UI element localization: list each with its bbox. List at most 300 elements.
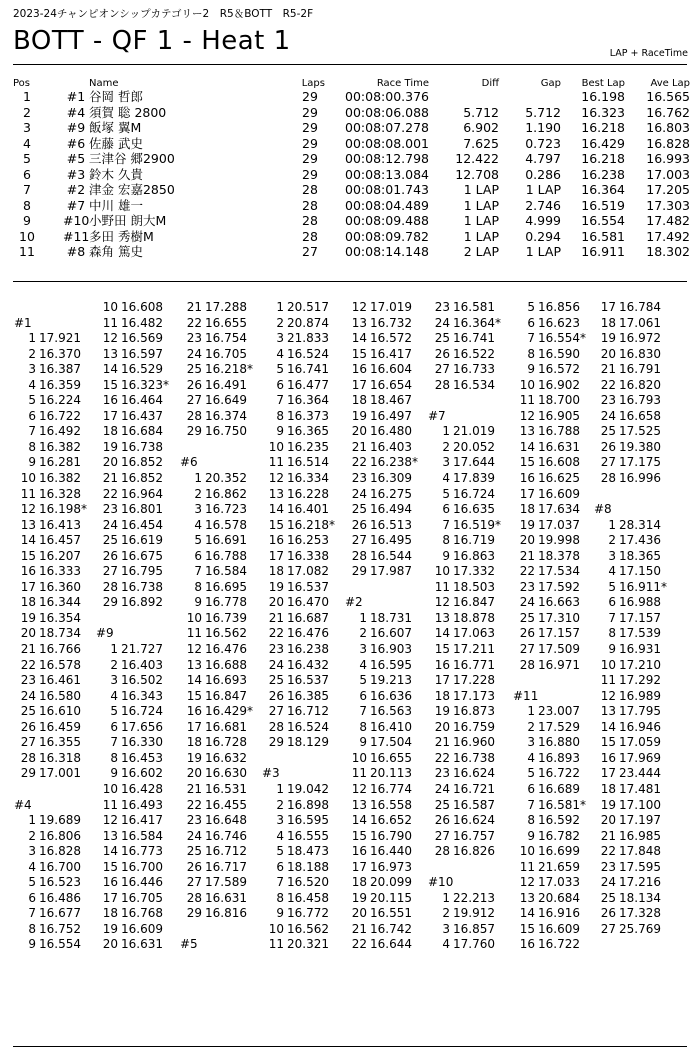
lap-entry	[14, 937, 87, 953]
lap-time: 16.790	[370, 828, 412, 843]
lap-entry	[513, 720, 586, 736]
lap-number: 24	[519, 595, 535, 610]
lap-number: 26	[434, 813, 450, 828]
lap-time: 16.693	[205, 673, 247, 688]
lap-entry	[262, 471, 335, 487]
lap-number: 1	[276, 300, 284, 314]
lap-entry	[96, 813, 169, 829]
lap-entry	[513, 502, 586, 518]
lap-spacer	[14, 782, 87, 798]
lap-entry	[14, 813, 87, 829]
lap-number: 17	[102, 408, 118, 423]
lap-time: 16.847	[205, 688, 247, 703]
lap-number: 2	[28, 828, 36, 843]
lap-time: 16.862	[205, 486, 247, 501]
lap-entry	[14, 549, 87, 565]
lap-number: 15	[519, 455, 535, 470]
lap-entry	[345, 487, 418, 503]
lap-time: 21.019	[453, 424, 495, 439]
lap-number: 21	[186, 300, 202, 314]
lap-time: 16.728	[205, 735, 247, 750]
lap-number: 2	[359, 626, 367, 641]
lap-entry	[594, 580, 667, 596]
lap-time: 16.898	[287, 797, 329, 812]
result-gap: 0.294	[525, 228, 561, 244]
lap-time: 16.631	[538, 439, 580, 454]
lap-entry	[345, 300, 418, 316]
lap-number: 11	[268, 455, 284, 470]
lap-number: 22	[186, 315, 202, 330]
lap-number: 27	[600, 921, 616, 936]
lap-entry	[180, 720, 253, 736]
lap-number: 3	[276, 331, 284, 346]
lap-entry	[345, 766, 418, 782]
lap-time: 16.554*	[538, 331, 586, 346]
lap-time: 16.529	[121, 362, 163, 377]
result-ave-lap: 16.993	[646, 151, 690, 166]
lap-number: 14	[268, 502, 284, 517]
lap-time: 16.497	[370, 408, 412, 423]
lap-time: 16.793	[619, 393, 661, 408]
lap-entry	[428, 829, 501, 845]
lap-time: 16.847	[453, 595, 495, 610]
lap-time: 16.721	[453, 781, 495, 796]
lap-number: 18	[600, 315, 616, 330]
lap-entry	[513, 798, 586, 814]
lap-entry	[513, 813, 586, 829]
lap-spacer	[428, 393, 501, 409]
lap-number: 1	[442, 890, 450, 905]
lap-entry	[96, 658, 169, 674]
result-diff: 12.422	[455, 151, 499, 166]
lap-time: 16.494	[370, 502, 412, 517]
lap-entry	[262, 891, 335, 907]
lap-number: 13	[102, 828, 118, 843]
result-row	[13, 136, 690, 152]
lap-number: 22	[351, 455, 367, 470]
lap-entry	[96, 502, 169, 518]
lap-number: 21	[268, 610, 284, 625]
lap-time: 16.892	[121, 595, 163, 610]
lap-time: 16.816	[205, 906, 247, 921]
lap-number: 15	[20, 548, 36, 563]
lap-number: 22	[20, 657, 36, 672]
result-race-time: 00:08:09.782	[345, 228, 429, 244]
lap-driver-header: #7	[428, 408, 446, 423]
lap-entry	[96, 673, 169, 689]
result-gap: 1 LAP	[525, 182, 561, 197]
result-car-number: #3	[66, 166, 86, 182]
lap-number: 10	[268, 921, 284, 936]
lap-time: 16.689	[538, 781, 580, 796]
lap-entry	[594, 673, 667, 689]
lap-entry	[180, 844, 253, 860]
lap-entry	[180, 424, 253, 440]
result-laps: 29	[302, 151, 318, 166]
page-title: BOTT - QF 1 - Heat 1	[13, 26, 291, 56]
lap-entry	[513, 564, 586, 580]
lap-entry	[180, 626, 253, 642]
lap-entry	[96, 642, 169, 658]
lap-time: 16.971	[538, 657, 580, 672]
lap-number: 2	[110, 657, 118, 672]
lap-time: 19.213	[370, 673, 412, 688]
lap-number: 9	[527, 828, 535, 843]
lap-time: 16.224	[39, 393, 81, 408]
lap-entry	[345, 378, 418, 394]
lap-time: 18.378	[538, 548, 580, 563]
col-header-race-time: Race Time	[376, 78, 429, 89]
lap-time: 16.795	[121, 564, 163, 579]
lap-number: 23	[102, 502, 118, 517]
lap-time: 16.733	[453, 362, 495, 377]
lap-entry	[96, 595, 169, 611]
lap-driver-header: #8	[594, 502, 612, 517]
lap-number: 7	[28, 424, 36, 439]
lap-entry	[594, 891, 667, 907]
lap-number: 9	[28, 455, 36, 470]
lap-entry	[14, 860, 87, 876]
lap-time: 16.403	[370, 439, 412, 454]
lap-number: 7	[527, 797, 535, 812]
lap-number: 29	[20, 766, 36, 781]
lap-entry	[345, 922, 418, 938]
lap-number: 5	[359, 673, 367, 688]
lap-time: 16.724	[121, 704, 163, 719]
lap-entry	[262, 300, 335, 316]
lap-time: 16.649	[205, 393, 247, 408]
lap-driver-header: #3	[262, 766, 280, 781]
lap-entry	[513, 860, 586, 876]
result-driver-name: 飯塚 翼M	[89, 120, 142, 135]
lap-entry	[180, 611, 253, 627]
lap-time: 16.495	[370, 533, 412, 548]
lap-entry	[96, 378, 169, 394]
lap-time: 20.517	[287, 300, 329, 314]
lap-number: 9	[359, 735, 367, 750]
lap-time: 18.503	[453, 579, 495, 594]
lap-time: 16.648	[205, 813, 247, 828]
lap-time: 17.592	[538, 579, 580, 594]
col-header-diff: Diff	[481, 78, 499, 89]
result-row	[13, 198, 690, 214]
lap-entry	[513, 642, 586, 658]
lap-number: 3	[110, 673, 118, 688]
lap-number: 12	[434, 595, 450, 610]
lap-number: 26	[600, 906, 616, 921]
lap-number: 10	[519, 377, 535, 392]
lap-entry	[594, 424, 667, 440]
lap-number: 5	[28, 875, 36, 890]
lap-time: 16.365	[287, 424, 329, 439]
lap-time: 17.839	[453, 471, 495, 486]
lap-entry	[594, 595, 667, 611]
lap-number: 12	[519, 408, 535, 423]
lap-number: 12	[102, 331, 118, 346]
lap-number: 12	[600, 688, 616, 703]
lap-entry	[262, 580, 335, 596]
lap-number: 15	[600, 735, 616, 750]
result-driver-name: 鈴木 久貴	[89, 166, 143, 182]
lap-time: 17.529	[538, 719, 580, 734]
lap-entry	[180, 487, 253, 503]
footer-divider	[13, 1046, 687, 1047]
lap-time: 16.338	[287, 548, 329, 563]
lap-entry	[428, 580, 501, 596]
lap-time: 16.695	[205, 579, 247, 594]
lap-number: 19	[434, 704, 450, 719]
lap-entry	[14, 829, 87, 845]
lap-number: 7	[194, 564, 202, 579]
lap-time: 16.558	[370, 797, 412, 812]
lap-driver-header: #10	[428, 875, 454, 890]
lap-entry	[262, 518, 335, 534]
lap-number: 9	[276, 906, 284, 921]
lap-number: 11	[102, 315, 118, 330]
lap-entry	[428, 782, 501, 798]
lap-entry	[14, 409, 87, 425]
lap-time: 16.791	[619, 362, 661, 377]
lap-entry	[345, 891, 418, 907]
lap-number: 16	[519, 471, 535, 486]
result-driver-name: 中川 雄一	[89, 197, 143, 213]
lap-time: 17.525	[619, 424, 661, 439]
result-pos: 10	[19, 228, 35, 244]
lap-entry	[180, 300, 253, 316]
lap-number: 14	[20, 533, 36, 548]
lap-number: 20	[600, 346, 616, 361]
lap-entry	[96, 922, 169, 938]
lap-number: 1	[359, 610, 367, 625]
lap-entry	[262, 393, 335, 409]
lap-time: 16.996	[619, 471, 661, 486]
lap-time: 17.175	[619, 455, 661, 470]
lap-number: 18	[519, 502, 535, 517]
lap-number: 29	[186, 424, 202, 439]
col-header-name: Name	[89, 78, 119, 89]
lap-time: 17.211	[453, 642, 495, 657]
result-race-time: 00:08:04.489	[345, 197, 429, 213]
result-race-time: 00:08:08.001	[345, 135, 429, 151]
lap-entry	[594, 751, 667, 767]
lap-number: 2	[276, 797, 284, 812]
lap-time: 16.238	[287, 642, 329, 657]
lap-time: 16.429*	[205, 704, 253, 719]
lap-time: 16.432	[287, 657, 329, 672]
lap-time: 16.655	[370, 750, 412, 765]
lap-time: 16.902	[538, 377, 580, 392]
lap-time: 16.609	[121, 921, 163, 936]
lap-number: 13	[102, 346, 118, 361]
lap-entry	[594, 798, 667, 814]
lap-time: 17.328	[619, 906, 661, 921]
lap-time: 16.663	[538, 595, 580, 610]
lap-time: 16.964	[121, 486, 163, 501]
lap-entry	[262, 860, 335, 876]
lap-entry	[594, 362, 667, 378]
lap-time: 16.417	[121, 813, 163, 828]
lap-time: 16.801	[121, 502, 163, 517]
lap-entry	[96, 487, 169, 503]
lap-number: 27	[434, 362, 450, 377]
lap-number: 1	[527, 704, 535, 719]
lap-time: 16.916	[538, 906, 580, 921]
lap-entry	[262, 735, 335, 751]
lap-number: 5	[527, 300, 535, 314]
lap-time: 16.572	[370, 331, 412, 346]
lap-time: 18.188	[287, 859, 329, 874]
lap-entry	[14, 922, 87, 938]
lap-time: 16.988	[619, 595, 661, 610]
lap-number: 13	[20, 517, 36, 532]
lap-time: 17.534	[538, 564, 580, 579]
lap-time: 23.444	[619, 766, 661, 781]
lap-number: 22	[434, 750, 450, 765]
lap-entry	[428, 564, 501, 580]
lap-entry	[428, 673, 501, 689]
lap-entry	[96, 937, 169, 953]
lap-number: 28	[186, 408, 202, 423]
lap-entry	[180, 409, 253, 425]
lap-entry	[262, 720, 335, 736]
result-race-time: 00:08:07.278	[345, 120, 429, 135]
lap-number: 6	[28, 890, 36, 905]
lap-time: 20.113	[370, 766, 412, 781]
lap-entry	[513, 844, 586, 860]
lap-time: 16.719	[453, 533, 495, 548]
lap-time: 23.007	[538, 704, 580, 719]
lap-entry	[428, 347, 501, 363]
lap-time: 16.741	[453, 331, 495, 346]
lap-number: 20	[20, 626, 36, 641]
lap-number: 16	[600, 750, 616, 765]
lap-entry	[428, 518, 501, 534]
result-best-lap: 16.323	[581, 104, 625, 120]
lap-driver-header: #2	[345, 595, 363, 610]
lap-entry	[345, 937, 418, 953]
lap-number: 23	[519, 579, 535, 594]
lap-time: 18.467	[370, 393, 412, 408]
lap-time: 16.772	[287, 906, 329, 921]
lap-entry	[345, 533, 418, 549]
lap-number: 18	[600, 781, 616, 796]
lap-entry	[14, 751, 87, 767]
result-row	[13, 244, 690, 260]
lap-number: 12	[268, 471, 284, 486]
lap-entry	[428, 720, 501, 736]
result-laps: 28	[302, 228, 318, 244]
lap-entry	[262, 906, 335, 922]
lap-number: 10	[434, 564, 450, 579]
result-driver-name: 谷岡 哲郎	[89, 89, 143, 104]
lap-entry	[594, 720, 667, 736]
lap-time: 16.691	[205, 533, 247, 548]
lap-number: 10	[351, 750, 367, 765]
lap-entry	[262, 875, 335, 891]
lap-number: 17	[600, 300, 616, 314]
lap-entry	[428, 331, 501, 347]
lap-entry	[14, 424, 87, 440]
lap-entry	[594, 782, 667, 798]
lap-entry	[262, 455, 335, 471]
lap-entry	[262, 362, 335, 378]
lap-column	[428, 300, 501, 953]
lap-time: 16.519*	[453, 517, 501, 532]
lap-number: 16	[102, 393, 118, 408]
lap-entry	[96, 782, 169, 798]
lap-number: 5	[276, 362, 284, 377]
result-driver-name: 津金 宏嘉2850	[89, 182, 175, 197]
lap-time: 16.578	[205, 517, 247, 532]
lap-time: 16.778	[205, 595, 247, 610]
lap-number: 2	[194, 486, 202, 501]
lap-number: 22	[351, 937, 367, 952]
lap-time: 16.537	[287, 673, 329, 688]
lap-number: 9	[110, 766, 118, 781]
lap-number: 21	[186, 781, 202, 796]
lap-number: 19	[600, 797, 616, 812]
result-car-number: #1	[66, 89, 86, 104]
col-header-ave-lap: Ave Lap	[650, 78, 690, 89]
lap-number: 6	[276, 859, 284, 874]
lap-time: 16.218*	[205, 362, 253, 377]
lap-time: 16.440	[370, 844, 412, 859]
lap-entry	[96, 471, 169, 487]
col-header-laps: Laps	[301, 78, 325, 89]
result-diff: 7.625	[463, 135, 499, 151]
result-driver-name: 小野田 朗大M	[89, 213, 167, 228]
lap-entry	[14, 393, 87, 409]
lap-time: 18.734	[39, 626, 81, 641]
lap-number: 12	[351, 300, 367, 314]
lap-time: 16.493	[121, 797, 163, 812]
lap-number: 24	[434, 781, 450, 796]
lap-time: 17.760	[453, 937, 495, 952]
result-best-lap: 16.218	[581, 120, 625, 135]
lap-entry	[428, 891, 501, 907]
lap-number: 1	[28, 813, 36, 828]
lap-entry	[594, 440, 667, 456]
lap-time: 16.609	[538, 921, 580, 936]
result-pos: 8	[23, 197, 31, 213]
lap-entry	[513, 409, 586, 425]
lap-entry	[428, 922, 501, 938]
lap-entry	[594, 860, 667, 876]
lap-number: 9	[276, 424, 284, 439]
lap-number: 28	[20, 750, 36, 765]
lap-number: 13	[519, 890, 535, 905]
lap-time: 16.644	[370, 937, 412, 952]
lap-number: 6	[359, 688, 367, 703]
lap-number: 20	[519, 533, 535, 548]
lap-time: 16.820	[619, 377, 661, 392]
lap-number: 14	[102, 362, 118, 377]
lap-entry	[594, 626, 667, 642]
lap-number: 11	[20, 486, 36, 501]
lap-number: 28	[434, 844, 450, 859]
lap-entry	[96, 704, 169, 720]
lap-entry	[262, 844, 335, 860]
lap-number: 7	[442, 517, 450, 532]
lap-entry	[428, 611, 501, 627]
lap-number: 19	[102, 439, 118, 454]
result-car-number: #10	[63, 213, 90, 228]
lap-time: 16.235	[287, 439, 329, 454]
lap-entry	[262, 378, 335, 394]
lap-entry	[428, 658, 501, 674]
result-laps: 29	[302, 135, 318, 151]
lap-time: 21.659	[538, 859, 580, 874]
